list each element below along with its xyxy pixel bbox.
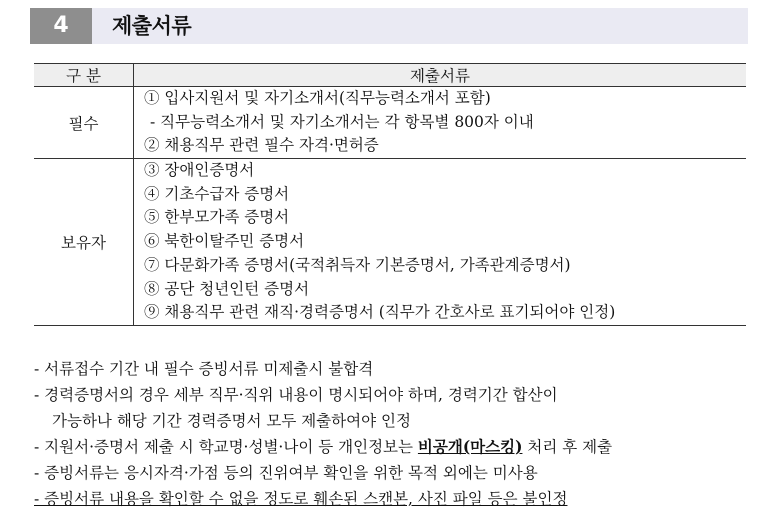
table-row — [34, 159, 746, 326]
list-item: ⑥ 북한이탈주민 증명서 — [144, 232, 305, 251]
notes-list — [34, 356, 746, 512]
header-documents: 제출서류 — [134, 64, 747, 87]
documents-table — [34, 63, 746, 326]
list-item: ⑦ 다문화가족 증명서(국적취득자 기본증명서, 가족관계증명서) — [144, 255, 571, 274]
list-item: ⑤ 한부모가족 증명서 — [144, 208, 290, 227]
category-cell: 보유자 — [34, 159, 134, 326]
note-item: - 서류접수 기간 내 필수 증빙서류 미제출시 불합격 — [34, 360, 374, 378]
note-item: - 경력증명서의 경우 세부 직무·직위 내용이 명시되어야 하며, 경력기간 합산이 — [34, 386, 558, 404]
note-item: - 증빙서류 내용을 확인할 수 없을 정도로 훼손된 스캔본, 사진 파일 등은 불인정 — [34, 490, 568, 508]
section-number: 4 — [30, 8, 92, 44]
list-item: ⑨ 채용직무 관련 재직·경력증명서 (직무가 간호사로 표기되어야 인정) — [144, 303, 616, 322]
note-text: 처리 후 제출 — [522, 438, 613, 456]
list-item: - 직무능력소개서 및 자기소개서는 각 항목별 800자 이내 — [150, 112, 534, 131]
list-item: ⑧ 공단 청년인턴 증명서 — [144, 279, 310, 298]
note-item — [34, 434, 746, 460]
list-item: ③ 장애인증명서 — [144, 161, 255, 180]
note-item: - 증빙서류는 응시자격·가점 등의 진위여부 확인을 위한 목적 외에는 미사용 — [34, 464, 538, 482]
documents-cell — [134, 159, 747, 326]
category-cell: 필수 — [34, 87, 134, 159]
section-title: 제출서류 — [112, 14, 192, 38]
note-text: - 지원서·증명서 제출 시 학교명·성별·나이 등 개인정보는 — [34, 438, 418, 456]
list-item: ② 채용직무 관련 필수 자격·면허증 — [144, 136, 379, 155]
list-item: ① 입사지원서 및 자기소개서(직무능력소개서 포함) — [144, 89, 491, 107]
table-header-row — [34, 64, 746, 87]
section-header — [30, 8, 748, 44]
masking-emphasis: 비공개(마스킹) — [417, 437, 523, 456]
documents-cell — [134, 87, 747, 159]
note-item-continued: 가능하나 해당 기간 경력증명서 모두 제출하여야 인정 — [52, 412, 411, 430]
list-item: ④ 기초수급자 증명서 — [144, 184, 290, 203]
table-row — [34, 87, 746, 159]
header-category: 구 분 — [34, 64, 134, 87]
